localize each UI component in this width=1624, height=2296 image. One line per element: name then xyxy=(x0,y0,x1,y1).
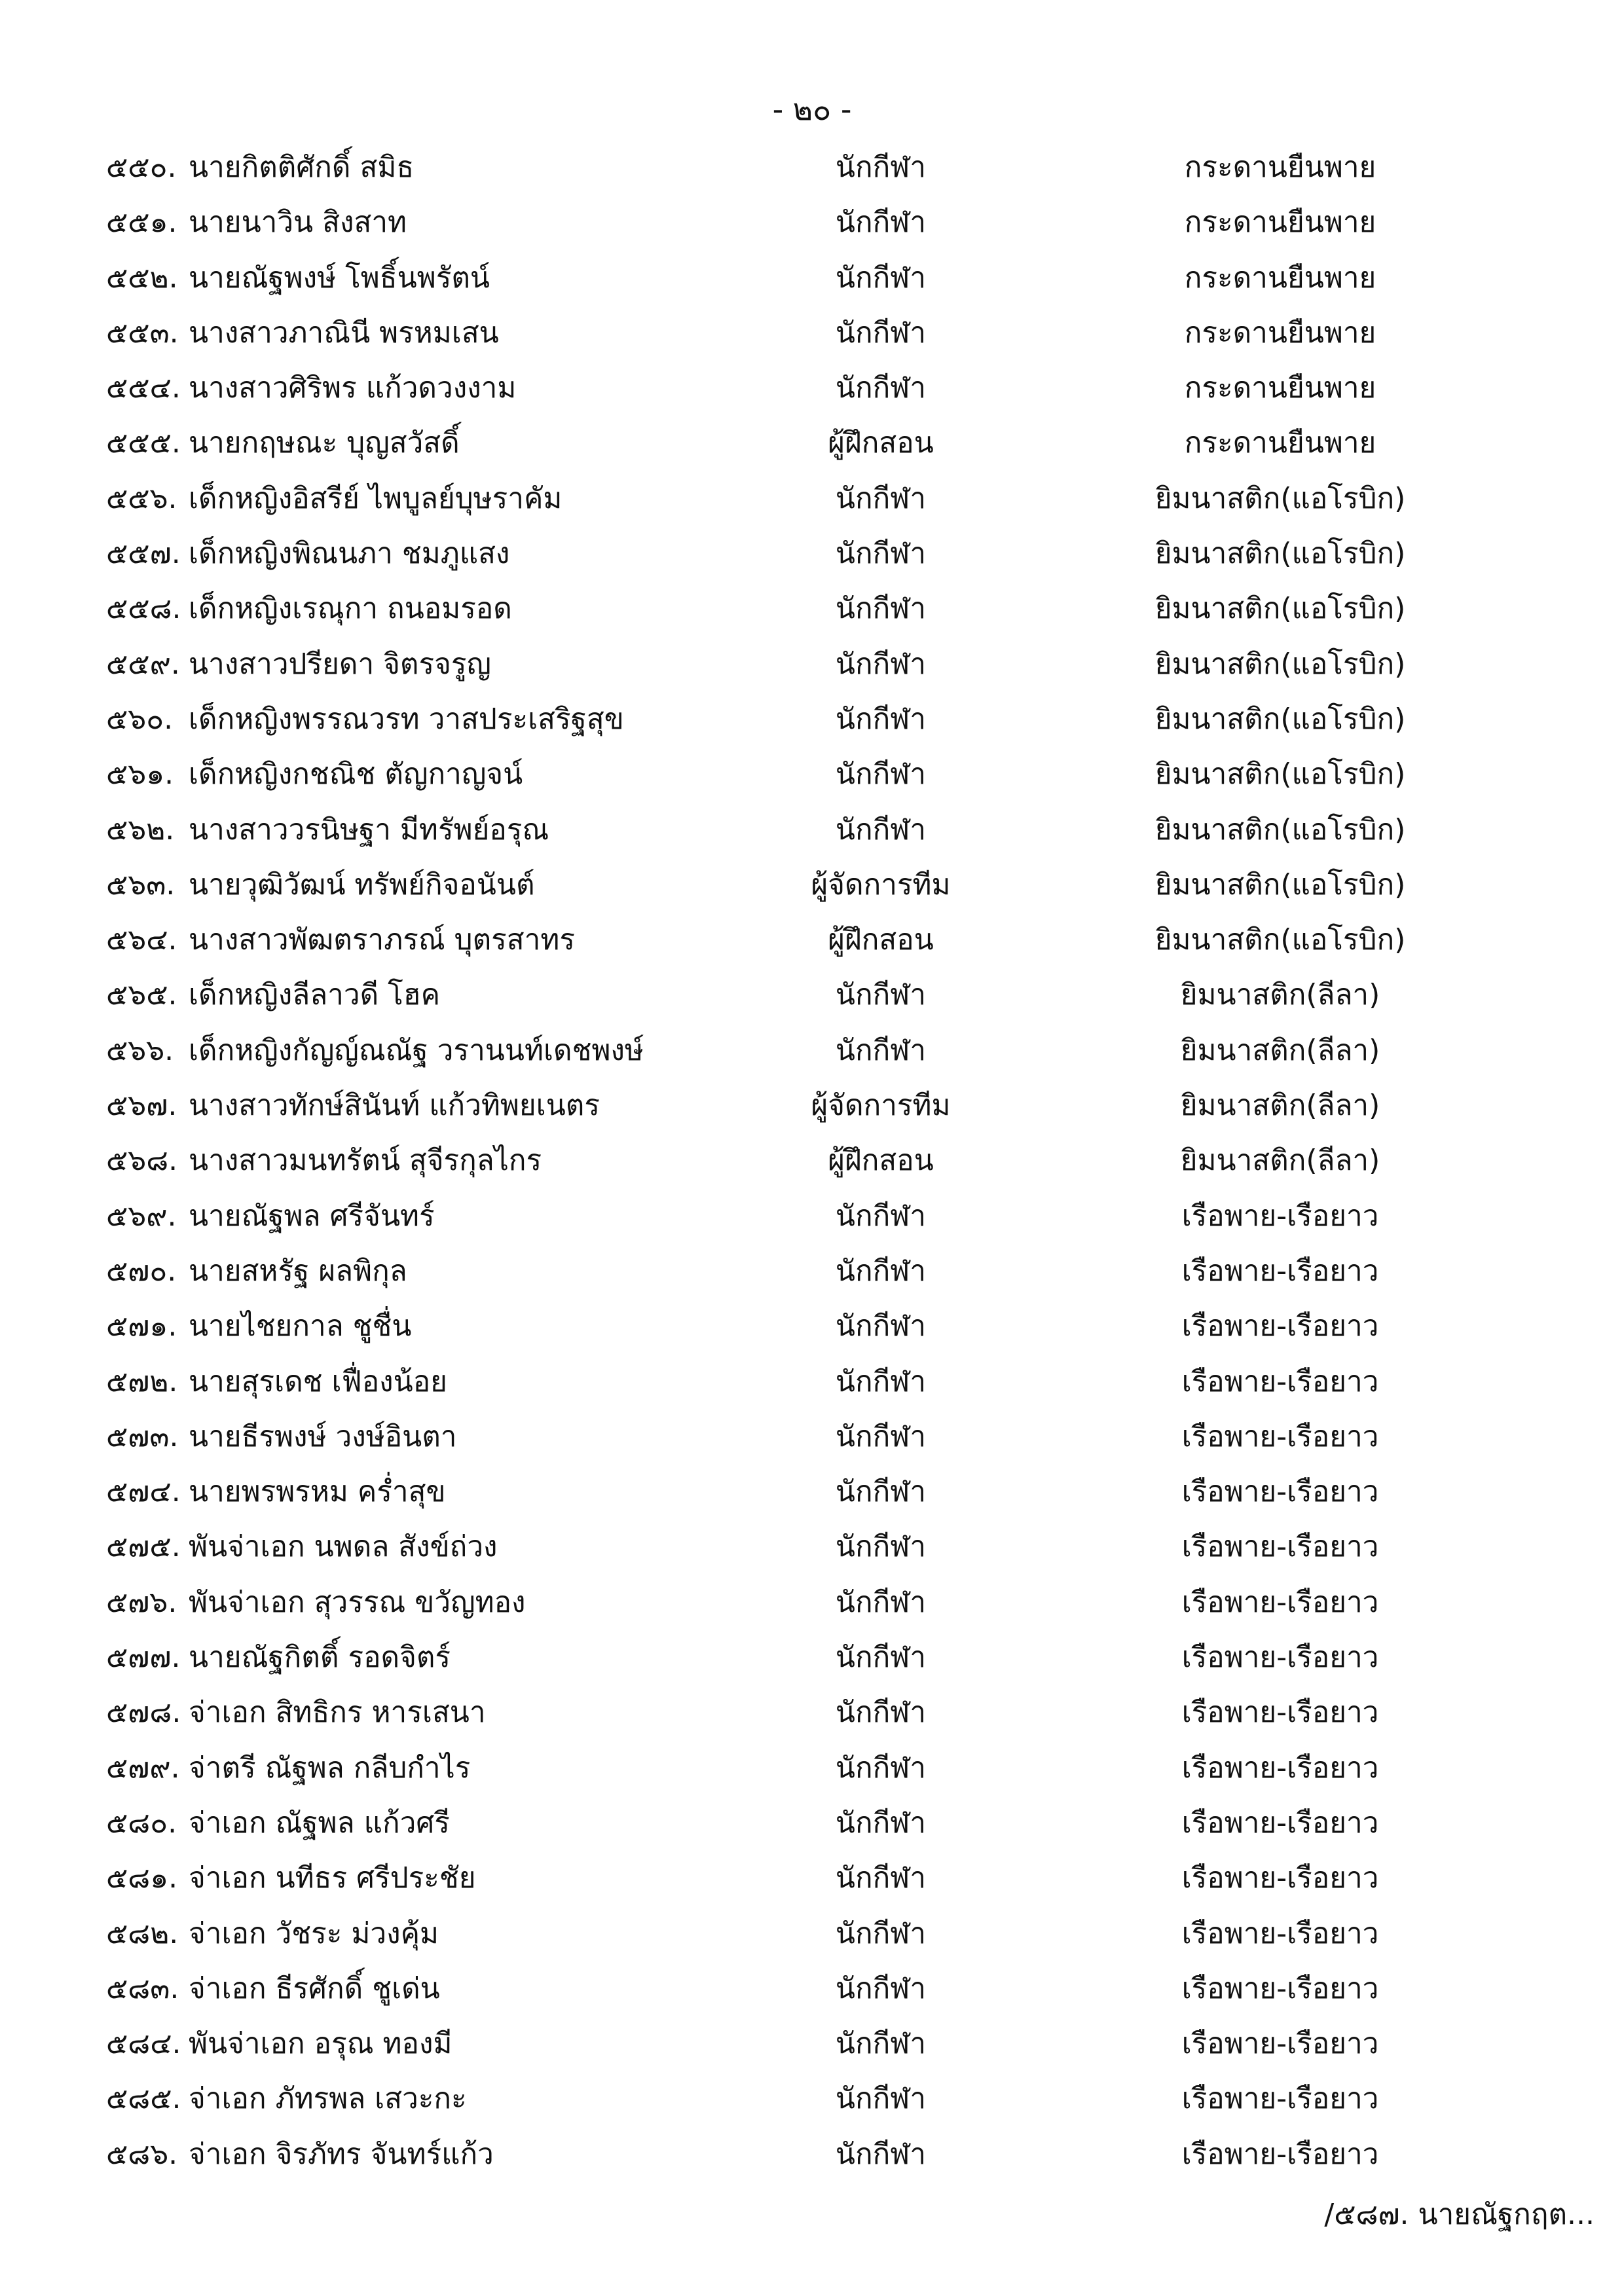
person-name: นายสหรัฐ ผลพิกุล xyxy=(189,1254,407,1288)
person-name: นางสาววรนิษฐา มีทรัพย์อรุณ xyxy=(189,812,549,847)
list-item xyxy=(0,968,1624,1023)
person-role: นักกีฬา xyxy=(835,2082,927,2116)
person-name: นายณัฐพล ศรีจันทร์ xyxy=(189,1199,435,1233)
item-number: ๕๗๑. xyxy=(106,1309,177,1343)
list-item xyxy=(0,1576,1624,1631)
person-role: นักกีฬา xyxy=(835,1309,927,1343)
sport-name: เรือพาย-เรือยาว xyxy=(1181,1641,1379,1675)
sport-name: กระดานยืนพาย xyxy=(1184,426,1376,460)
person-role: นักกีฬา xyxy=(835,1751,927,1785)
person-role: นักกีฬา xyxy=(835,261,927,295)
item-number: ๕๕๗. xyxy=(106,537,181,571)
list-item xyxy=(0,1245,1624,1300)
person-name: นายณัฐพงษ์ โพธิ์นพรัตน์ xyxy=(189,261,490,295)
list-item xyxy=(0,1355,1624,1410)
person-name: นางสาวศิริพร แก้วดวงงาม xyxy=(189,371,517,405)
person-name: นางสาวปรียดา จิตรจรูญ xyxy=(189,647,492,681)
item-number: ๕๗๐. xyxy=(106,1254,177,1288)
person-name: จ่าตรี ณัฐพล กลีบกำไร xyxy=(189,1751,471,1785)
person-name: นายไชยกาล ชูชื่น xyxy=(189,1309,412,1343)
item-number: ๕๘๖. xyxy=(106,2137,178,2171)
person-name: นางสาวมนทรัตน์ สุจีรกุลไกร xyxy=(189,1144,542,1178)
item-number: ๕๘๔. xyxy=(106,2027,181,2061)
sport-name: ยิมนาสติก(แอโรบิก) xyxy=(1154,537,1406,571)
person-role: นักกีฬา xyxy=(835,2027,927,2061)
list-item xyxy=(0,748,1624,803)
list-item xyxy=(0,1520,1624,1575)
list-item xyxy=(0,582,1624,637)
person-role: นักกีฬา xyxy=(835,978,927,1012)
sport-name: เรือพาย-เรือยาว xyxy=(1181,1364,1379,1398)
item-number: ๕๖๑. xyxy=(106,757,174,792)
person-role: ผู้จัดการทีม xyxy=(811,867,951,902)
sport-name: เรือพาย-เรือยาว xyxy=(1181,1861,1379,1895)
item-number: ๕๖๙. xyxy=(106,1199,177,1233)
person-name: เด็กหญิงกัญญ์ณณัฐ วรานนท์เดชพงษ์ xyxy=(189,1033,644,1067)
list-item xyxy=(0,858,1624,913)
sport-name: ยิมนาสติก(แอโรบิก) xyxy=(1154,647,1406,681)
item-number: ๕๖๖. xyxy=(106,1033,174,1067)
person-role: นักกีฬา xyxy=(835,1475,927,1509)
person-name: จ่าเอก ธีรศักดิ์ ชูเด่น xyxy=(189,1971,440,2005)
list-item xyxy=(0,361,1624,416)
list-item xyxy=(0,472,1624,527)
item-number: ๕๘๒. xyxy=(106,1916,179,1950)
item-number: ๕๕๖. xyxy=(106,481,177,515)
item-number: ๕๘๑. xyxy=(106,1861,178,1895)
item-number: ๕๗๗. xyxy=(106,1641,181,1675)
person-role: นักกีฬา xyxy=(835,647,927,681)
person-role: นักกีฬา xyxy=(835,1861,927,1895)
person-name: นายวุฒิวัฒน์ ทรัพย์กิจอนันต์ xyxy=(189,867,535,902)
person-role: นักกีฬา xyxy=(835,1254,927,1288)
person-name: เด็กหญิงลีลาวดี โฮค xyxy=(189,978,441,1012)
item-number: ๕๗๘. xyxy=(106,1696,181,1730)
person-name: จ่าเอก นทีธร ศรีประชัย xyxy=(189,1861,476,1895)
list-item xyxy=(0,141,1624,196)
continuation-note: /๕๘๗. นายณัฐกฤต... xyxy=(1324,2198,1595,2231)
list-item xyxy=(0,1079,1624,1134)
list-item xyxy=(0,1024,1624,1079)
list-item xyxy=(0,416,1624,471)
item-number: ๕๕๑. xyxy=(106,206,177,240)
item-number: ๕๕๐. xyxy=(106,151,177,184)
person-name: เด็กหญิงพรรณวรท วาสประเสริฐสุข xyxy=(189,702,624,736)
person-name: นายกิตติศักดิ์ สมิธ xyxy=(189,151,415,184)
sport-name: กระดานยืนพาย xyxy=(1184,151,1376,184)
person-name: เด็กหญิงอิสรีย์ ไพบูลย์บุษราคัม xyxy=(189,481,563,515)
list-item xyxy=(0,1907,1624,1962)
sport-name: เรือพาย-เรือยาว xyxy=(1181,1309,1379,1343)
sport-name: ยิมนาสติก(แอโรบิก) xyxy=(1154,757,1406,792)
sport-name: ยิมนาสติก(แอโรบิก) xyxy=(1154,592,1406,626)
person-name: นายสุรเดช เฟื่องน้อย xyxy=(189,1364,447,1398)
sport-name: เรือพาย-เรือยาว xyxy=(1181,1916,1379,1950)
person-name: นายณัฐกิตติ์ รอดจิตร์ xyxy=(189,1641,451,1675)
item-number: ๕๘๓. xyxy=(106,1971,179,2005)
sport-name: กระดานยืนพาย xyxy=(1184,261,1376,295)
sport-name: เรือพาย-เรือยาว xyxy=(1181,1254,1379,1288)
person-name: นางสาวพัฒตราภรณ์ บุตรสาทร xyxy=(189,923,575,957)
person-role: นักกีฬา xyxy=(835,1033,927,1067)
sport-name: เรือพาย-เรือยาว xyxy=(1181,1806,1379,1840)
person-role: นักกีฬา xyxy=(835,316,927,350)
person-role: นักกีฬา xyxy=(835,1419,927,1453)
sport-name: เรือพาย-เรือยาว xyxy=(1181,2137,1379,2171)
person-role: ผู้ฝึกสอน xyxy=(828,1144,934,1178)
sport-name: ยิมนาสติก(ลีลา) xyxy=(1180,978,1380,1012)
person-name: เด็กหญิงพิณนภา ชมภูแสง xyxy=(189,537,510,571)
person-role: นักกีฬา xyxy=(835,1641,927,1675)
item-number: ๕๖๐. xyxy=(106,702,174,736)
person-name: เด็กหญิงเรณุกา ถนอมรอด xyxy=(189,592,512,626)
person-name: จ่าเอก ภัทรพล เสวะกะ xyxy=(189,2082,467,2116)
sport-name: ยิมนาสติก(แอโรบิก) xyxy=(1154,812,1406,847)
sport-name: เรือพาย-เรือยาว xyxy=(1181,1585,1379,1619)
person-role: นักกีฬา xyxy=(835,151,927,184)
person-name: จ่าเอก ณัฐพล แก้วศรี xyxy=(189,1806,450,1840)
item-number: ๕๗๓. xyxy=(106,1419,179,1453)
item-number: ๕๗๔. xyxy=(106,1475,181,1509)
item-number: ๕๕๕. xyxy=(106,426,181,460)
list-item xyxy=(0,693,1624,748)
item-number: ๕๘๕. xyxy=(106,2082,181,2116)
person-role: นักกีฬา xyxy=(835,1696,927,1730)
list-item xyxy=(0,1796,1624,1851)
sport-name: เรือพาย-เรือยาว xyxy=(1181,1530,1379,1564)
sport-name: เรือพาย-เรือยาว xyxy=(1181,2027,1379,2061)
sport-name: ยิมนาสติก(แอโรบิก) xyxy=(1154,481,1406,515)
person-name: เด็กหญิงกชณิช ตัญกาญจน์ xyxy=(189,757,523,792)
list-item xyxy=(0,638,1624,693)
sport-name: ยิมนาสติก(แอโรบิก) xyxy=(1154,867,1406,902)
sport-name: ยิมนาสติก(ลีลา) xyxy=(1180,1089,1380,1123)
person-role: นักกีฬา xyxy=(835,1971,927,2005)
list-item xyxy=(0,1631,1624,1686)
item-number: ๕๗๖. xyxy=(106,1585,177,1619)
person-role: นักกีฬา xyxy=(835,1199,927,1233)
sport-name: เรือพาย-เรือยาว xyxy=(1181,1751,1379,1785)
person-name: นางสาวภาณินี พรหมเสน xyxy=(189,316,499,350)
list-item xyxy=(0,803,1624,858)
sport-name: กระดานยืนพาย xyxy=(1184,316,1376,350)
person-role: ผู้ฝึกสอน xyxy=(828,923,934,957)
person-role: นักกีฬา xyxy=(835,371,927,405)
person-name: จ่าเอก จิรภัทร จันทร์แก้ว xyxy=(189,2137,494,2171)
person-name: นายพรพรหม คร่ำสุข xyxy=(189,1475,446,1509)
roster-list xyxy=(0,141,1624,2183)
list-item xyxy=(0,1851,1624,1906)
item-number: ๕๕๙. xyxy=(106,647,180,681)
person-role: นักกีฬา xyxy=(835,1530,927,1564)
sport-name: ยิมนาสติก(ลีลา) xyxy=(1180,1144,1380,1178)
sport-name: เรือพาย-เรือยาว xyxy=(1181,1696,1379,1730)
person-role: นักกีฬา xyxy=(835,592,927,626)
list-item xyxy=(0,2017,1624,2072)
item-number: ๕๖๒. xyxy=(106,812,175,847)
person-role: ผู้ฝึกสอน xyxy=(828,426,934,460)
item-number: ๕๖๔. xyxy=(106,923,177,957)
person-role: นักกีฬา xyxy=(835,1916,927,1950)
person-role: นักกีฬา xyxy=(835,702,927,736)
item-number: ๕๖๕. xyxy=(106,978,177,1012)
person-role: นักกีฬา xyxy=(835,1364,927,1398)
list-item xyxy=(0,1465,1624,1520)
person-role: นักกีฬา xyxy=(835,2137,927,2171)
item-number: ๕๘๐. xyxy=(106,1806,177,1840)
sport-name: เรือพาย-เรือยาว xyxy=(1181,2082,1379,2116)
item-number: ๕๖๓. xyxy=(106,867,175,902)
person-role: นักกีฬา xyxy=(835,537,927,571)
sport-name: ยิมนาสติก(แอโรบิก) xyxy=(1154,923,1406,957)
person-name: นายธีรพงษ์ วงษ์อินตา xyxy=(189,1419,457,1453)
list-item xyxy=(0,1741,1624,1796)
sport-name: กระดานยืนพาย xyxy=(1184,371,1376,405)
person-role: นักกีฬา xyxy=(835,812,927,847)
person-name: จ่าเอก วัชระ ม่วงคุ้ม xyxy=(189,1916,439,1950)
sport-name: เรือพาย-เรือยาว xyxy=(1181,1971,1379,2005)
list-item xyxy=(0,251,1624,306)
sport-name: ยิมนาสติก(แอโรบิก) xyxy=(1154,702,1406,736)
item-number: ๕๕๓. xyxy=(106,316,179,350)
person-name: พันจ่าเอก อรุณ ทองมี xyxy=(189,2027,452,2061)
sport-name: เรือพาย-เรือยาว xyxy=(1181,1419,1379,1453)
item-number: ๕๕๔. xyxy=(106,371,181,405)
person-name: นายนาวิน สิงสาท xyxy=(189,206,407,240)
list-item xyxy=(0,913,1624,968)
item-number: ๕๗๕. xyxy=(106,1530,181,1564)
person-name: พันจ่าเอก สุวรรณ ขวัญทอง xyxy=(189,1585,526,1619)
person-name: นายกฤษณะ บุญสวัสดิ์ xyxy=(189,426,460,460)
list-item xyxy=(0,1686,1624,1741)
item-number: ๕๕๒. xyxy=(106,261,178,295)
list-item xyxy=(0,527,1624,582)
list-item xyxy=(0,1300,1624,1355)
sport-name: เรือพาย-เรือยาว xyxy=(1181,1199,1379,1233)
list-item xyxy=(0,2072,1624,2127)
person-role: นักกีฬา xyxy=(835,481,927,515)
list-item xyxy=(0,196,1624,251)
list-item xyxy=(0,1962,1624,2017)
person-name: นางสาวทักษ์สินันท์ แก้วทิพยเนตร xyxy=(189,1089,600,1123)
person-role: นักกีฬา xyxy=(835,206,927,240)
list-item xyxy=(0,306,1624,361)
list-item xyxy=(0,1190,1624,1245)
item-number: ๕๗๙. xyxy=(106,1751,180,1785)
person-role: ผู้จัดการทีม xyxy=(811,1089,951,1123)
list-item xyxy=(0,1134,1624,1189)
sport-name: เรือพาย-เรือยาว xyxy=(1181,1475,1379,1509)
person-role: นักกีฬา xyxy=(835,757,927,792)
page-number: - ๒๐ - xyxy=(772,92,852,127)
item-number: ๕๖๗. xyxy=(106,1089,177,1123)
list-item xyxy=(0,1410,1624,1465)
item-number: ๕๗๒. xyxy=(106,1364,178,1398)
sport-name: ยิมนาสติก(ลีลา) xyxy=(1180,1033,1380,1067)
person-name: พันจ่าเอก นพดล สังข์ถ่วง xyxy=(189,1530,498,1564)
list-item xyxy=(0,2128,1624,2183)
item-number: ๕๕๘. xyxy=(106,592,181,626)
sport-name: กระดานยืนพาย xyxy=(1184,206,1376,240)
person-name: จ่าเอก สิทธิกร หารเสนา xyxy=(189,1696,486,1730)
person-role: นักกีฬา xyxy=(835,1585,927,1619)
person-role: นักกีฬา xyxy=(835,1806,927,1840)
item-number: ๕๖๘. xyxy=(106,1144,178,1178)
